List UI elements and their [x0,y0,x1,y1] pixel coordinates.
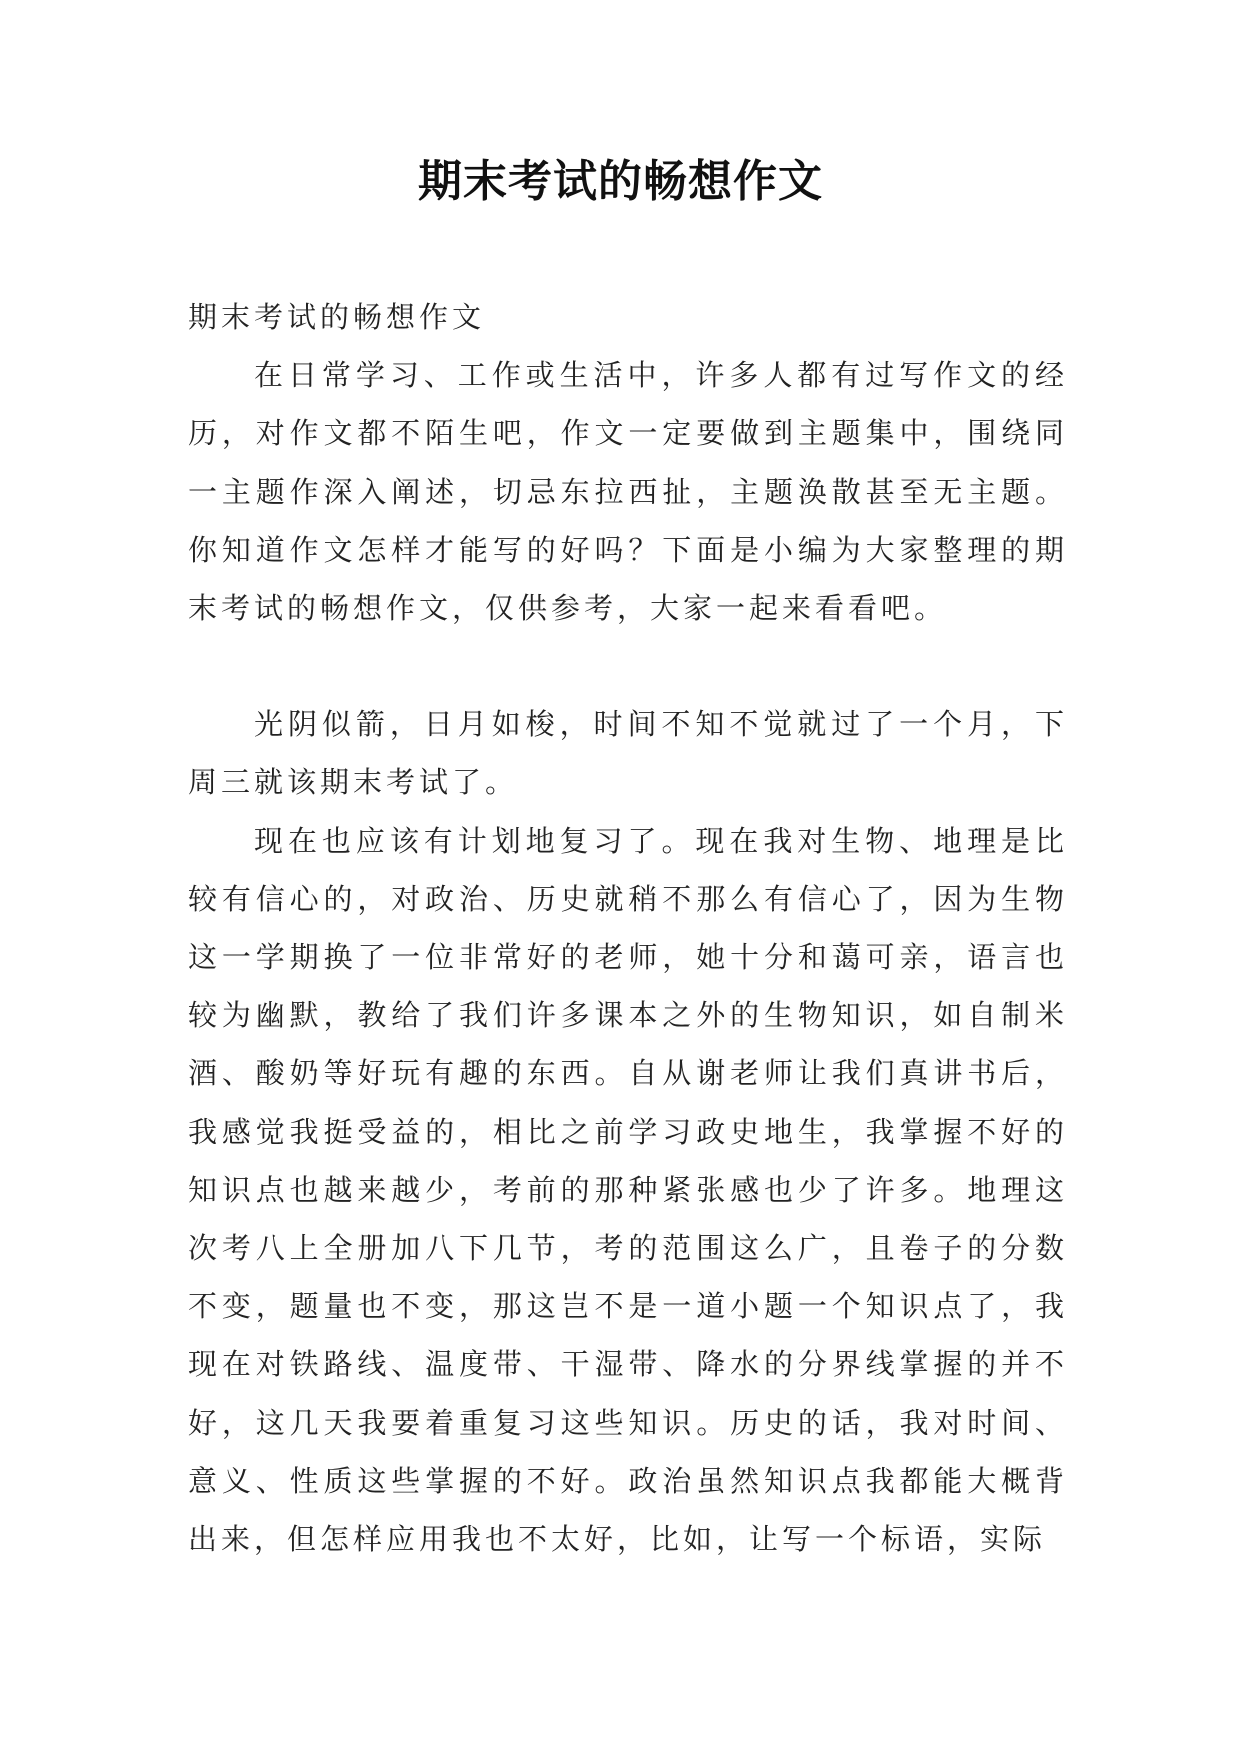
paragraph-review: 现在也应该有计划地复习了。现在我对生物、地理是比较有信心的，对政治、历史就稍不那么有信心了，因为生物这一学期换了一位非常好的老师，她十分和蔼可亲，语言也较为幽默，教给了我们许多课本之外的生物知识，如自制米酒、酸奶等好玩有趣的东西。自从谢老师让我们真讲书后，我感觉我挺受益的，相比之前学习政史地生，我掌握不好的知识点也越来越少，考前的那种紧张感也少了许多。地理这次考八上全册加八下几节，考的范围这么广，且卷子的分数不变，题量也不变，那这岂不是一道小题一个知识点了，我现在对铁路线、温度带、干湿带、降水的分界线掌握的并不好，这几天我要着重复习这些知识。历史的话，我对时间、意义、性质这些掌握的不好。政治虽然知识点我都能大概背出来，但怎样应用我也不太好，比如，让写一个标语，实际 [188,823,1068,1557]
document-body [188,288,1068,1568]
document-subtitle: 期末考试的畅想作文 [188,300,486,334]
document-title: 期末考试的畅想作文 [418,156,823,207]
paragraph-intro: 在日常学习、工作或生活中，许多人都有过写作文的经历，对作文都不陌生吧，作文一定要做到主题集中，围绕同一主题作深入阐述，切忌东拉西扯，主题涣散甚至无主题。你知道作文怎样才能写的好吗？下面是小编为大家整理的期末考试的畅想作文，仅供参考，大家一起来看看吧。 [188,358,1068,626]
paragraph-time: 光阴似箭，日月如梭，时间不知不觉就过了一个月，下周三就该期末考试了。 [188,707,1068,800]
paragraph-gap [188,637,1068,695]
